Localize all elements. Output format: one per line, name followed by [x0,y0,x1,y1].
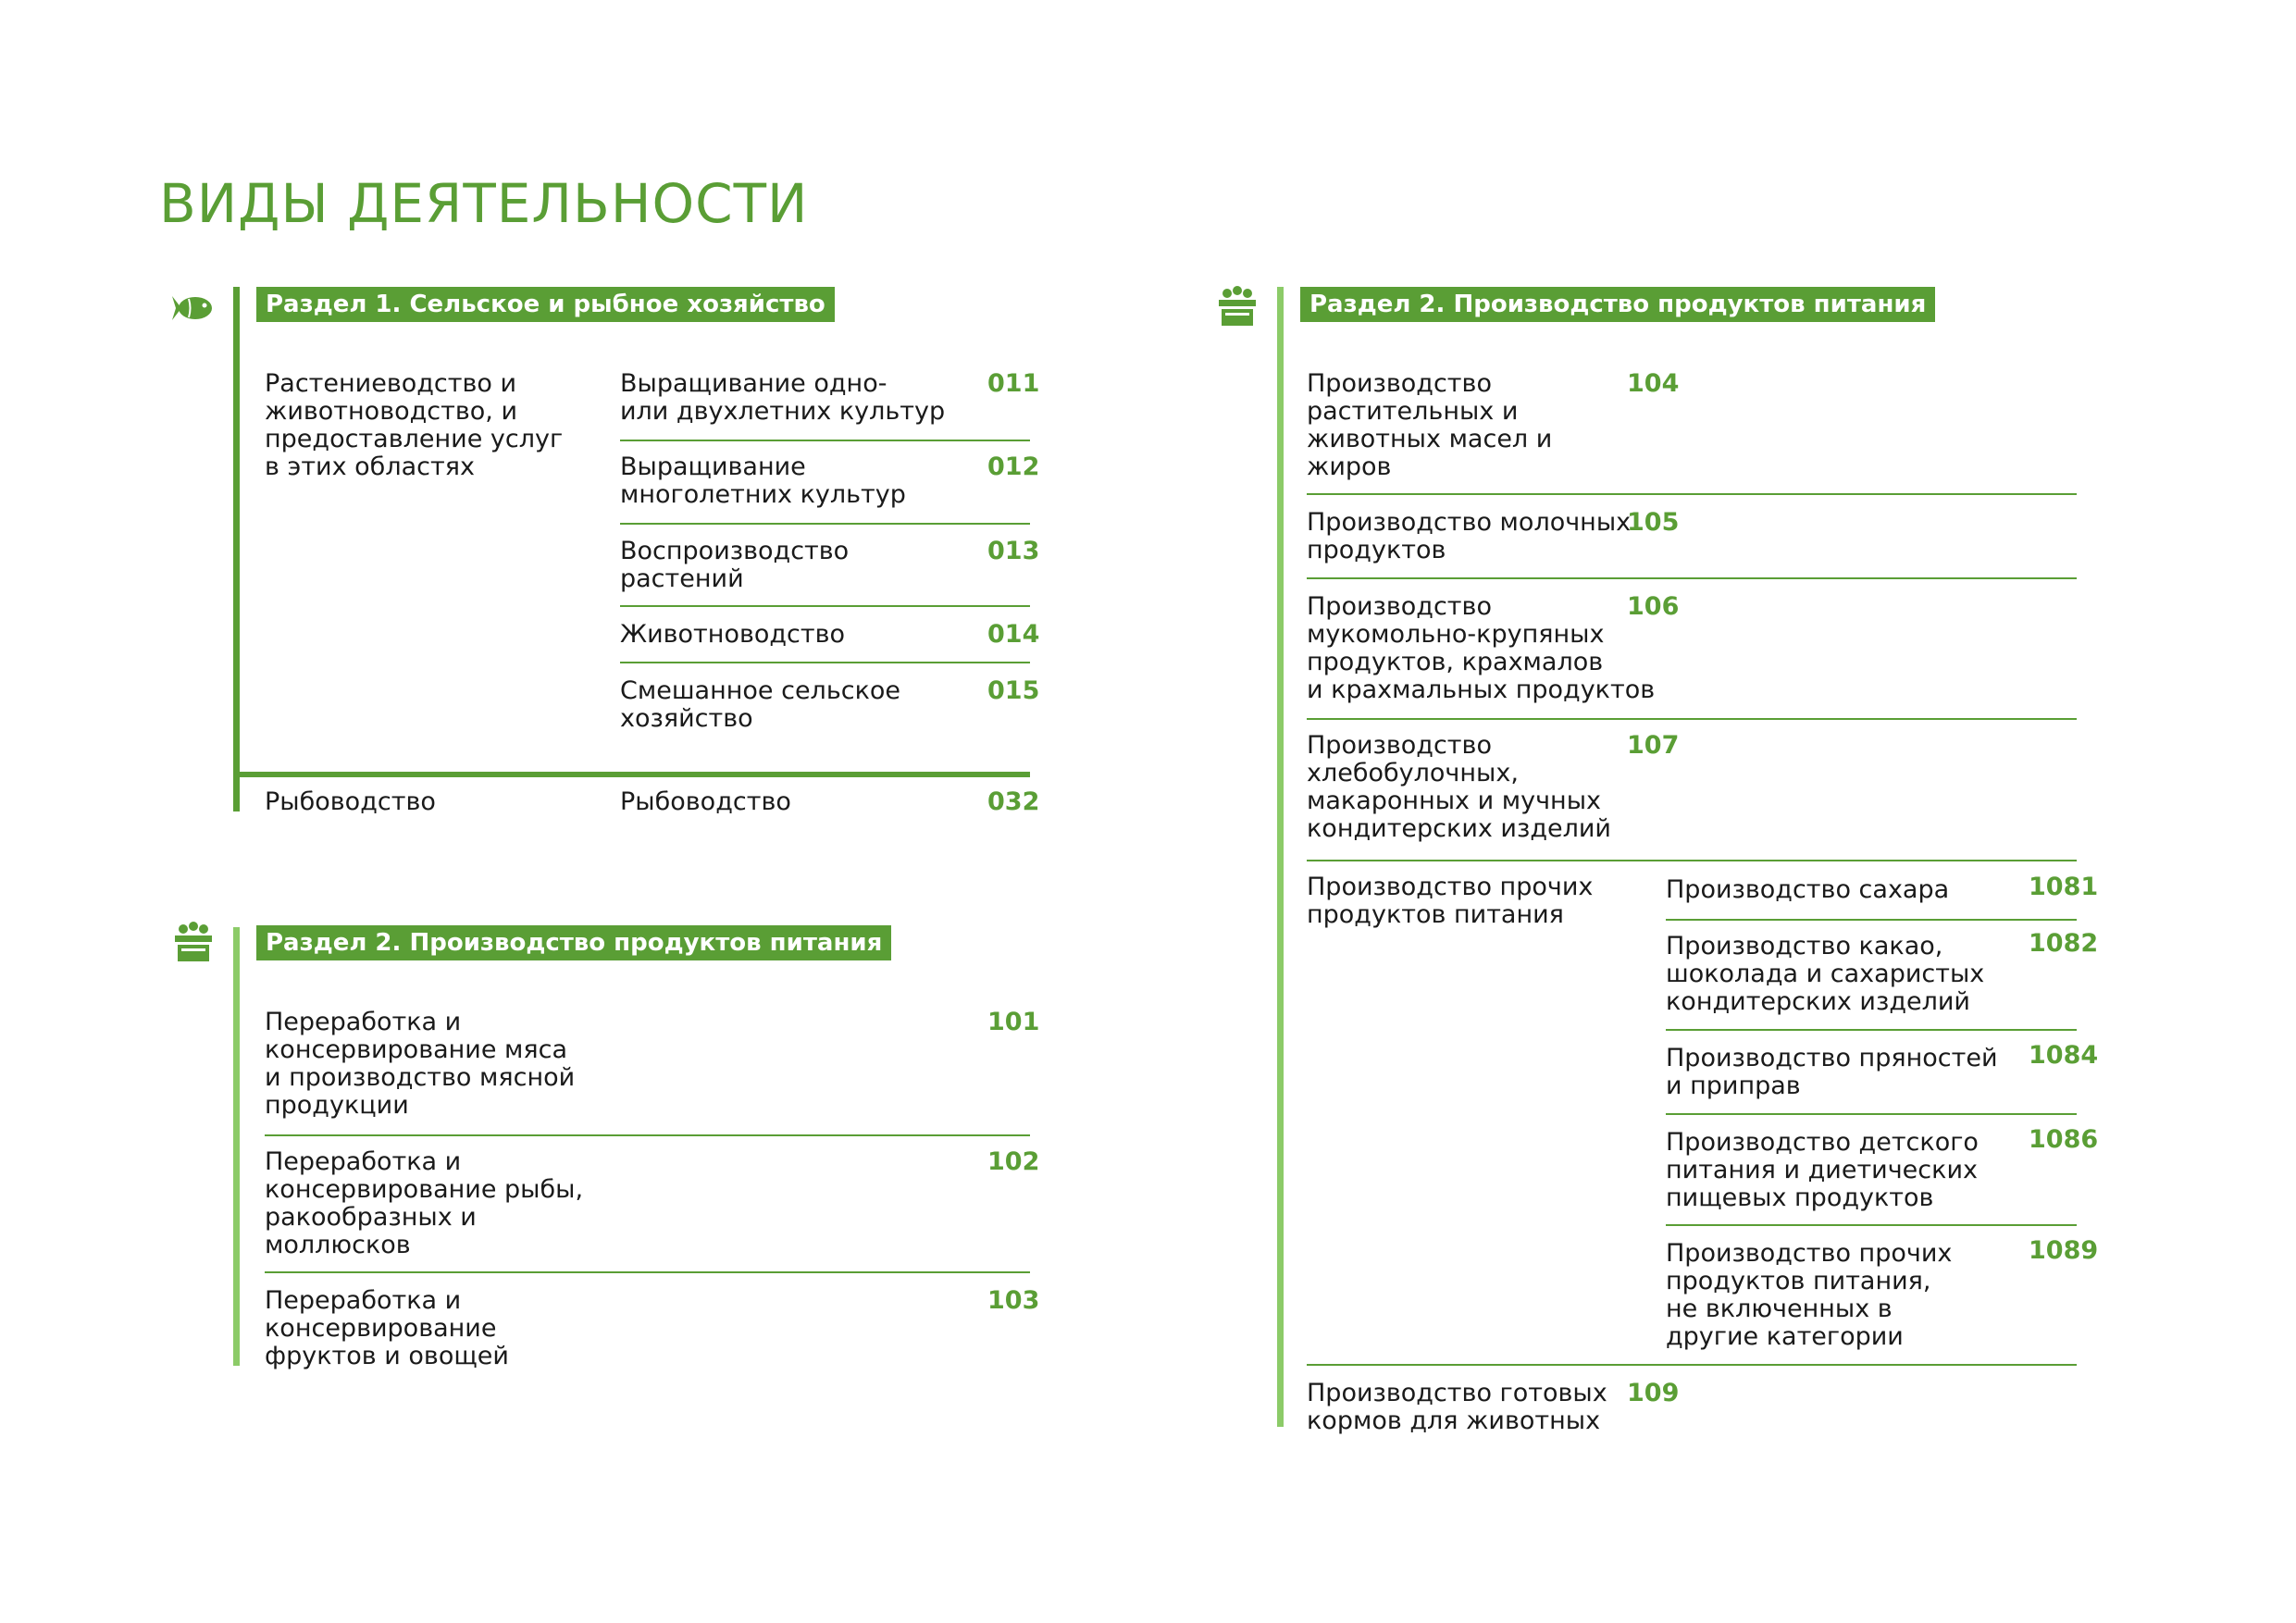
divider [1307,860,2077,861]
section2-right-subitem-code: 1081 [2029,873,2099,901]
section1-item-code: 013 [987,537,1040,565]
section1-item-label: Воспроизводство растений [620,537,850,593]
section2-right-item-label: Производство хлебобулочных, макаронных и мучных кондитерских изделий [1307,731,1611,843]
section2-left-item-label: Переработка и консервирование рыбы, ракообразных и моллюсков [265,1147,584,1259]
section2-right-subitem-code: 1086 [2029,1125,2099,1154]
section2-right-subitem-label: Производство сахара [1666,875,1950,904]
section2-right-subitem-label: Производство какао, шоколада и сахаристых кондитерских изделий [1666,932,1985,1016]
section1-heading: Раздел 1. Сельское и рыбное хозяйство [256,287,835,322]
divider [620,605,1030,607]
section1-item-code: 015 [987,676,1040,705]
divider [620,523,1030,525]
fish-icon [167,283,217,333]
section2-left-bar [233,927,240,1366]
section1-item-label: Животноводство [620,620,846,649]
divider [620,662,1030,663]
section2-right-other-title: Производство прочих продуктов питания [1307,873,1594,929]
section2-right-subitem-label: Производство детского питания и диетических пищевых продуктов [1666,1128,1979,1212]
section2-right-heading: Раздел 2. Производство продуктов питания [1300,287,1935,322]
section1-item-label: Выращивание многолетних культур [620,452,906,509]
divider [620,440,1030,441]
section1-item-label: Смешанное сельское хозяйство [620,676,901,733]
section2-right-item-code: 105 [1627,508,1680,537]
section2-right-subitem-label: Производство прочих продуктов питания, не включенных в другие категории [1666,1239,1953,1351]
section2-left-item-code: 102 [987,1147,1040,1176]
divider [1666,1224,2077,1226]
section1-item-label: Рыбоводство [620,787,791,816]
section2-right-item-code: 109 [1627,1379,1680,1407]
section2-right-item-code: 107 [1627,731,1680,760]
section1-item-code: 014 [987,620,1040,649]
divider [265,1271,1030,1273]
section1-item-label: Выращивание одно- или двухлетних культур [620,369,946,426]
section2-left-item-code: 103 [987,1286,1040,1315]
section1-item-code: 012 [987,452,1040,481]
section2-right-item-label: Производство растительных и животных масел и жиров [1307,369,1553,481]
divider [265,1134,1030,1136]
section2-left-item-label: Переработка и консервирование фруктов и овощей [265,1286,509,1370]
section2-right-item-label: Производство мукомольно-крупяных продуктов, крахмалов и крахмальных продуктов [1307,592,1656,704]
section2-right-item-code: 104 [1627,369,1680,398]
section2-right-subitem-code: 1082 [2029,929,2099,958]
section2-right-item-code: 106 [1627,592,1680,621]
divider [1307,718,2077,720]
divider [1666,1113,2077,1115]
section2-left-heading: Раздел 2. Производство продуктов питания [256,925,891,960]
page-title: ВИДЫ ДЕЯТЕЛЬНОСТИ [159,172,809,235]
section2-right-item-label: Производство готовых кормов для животных [1307,1379,1607,1435]
food-basket-icon [168,918,218,968]
section1-item-code: 011 [987,369,1040,398]
section2-left-item-label: Переработка и консервирование мяса и производство мясной продукции [265,1008,576,1120]
divider [1307,577,2077,579]
divider [1666,919,2077,921]
section1-group2-title: Рыбоводство [265,787,436,816]
section1-bar [233,287,240,812]
section2-right-bar [1277,287,1284,1427]
section1-item-code: 032 [987,787,1040,816]
group-divider [236,772,1030,777]
section2-left-item-code: 101 [987,1008,1040,1036]
section2-right-subitem-code: 1084 [2029,1041,2099,1070]
section2-right-subitem-code: 1089 [2029,1236,2099,1265]
section2-right-subitem-label: Производство пряностей и приправ [1666,1044,1998,1100]
divider [1307,1364,2077,1366]
section2-right-item-label: Производство молочных продуктов [1307,508,1632,564]
divider [1307,493,2077,495]
food-basket-icon [1212,282,1262,332]
section1-group1-title: Растениеводство и животноводство, и предоставление услуг в этих областях [265,369,564,481]
divider [1666,1029,2077,1031]
